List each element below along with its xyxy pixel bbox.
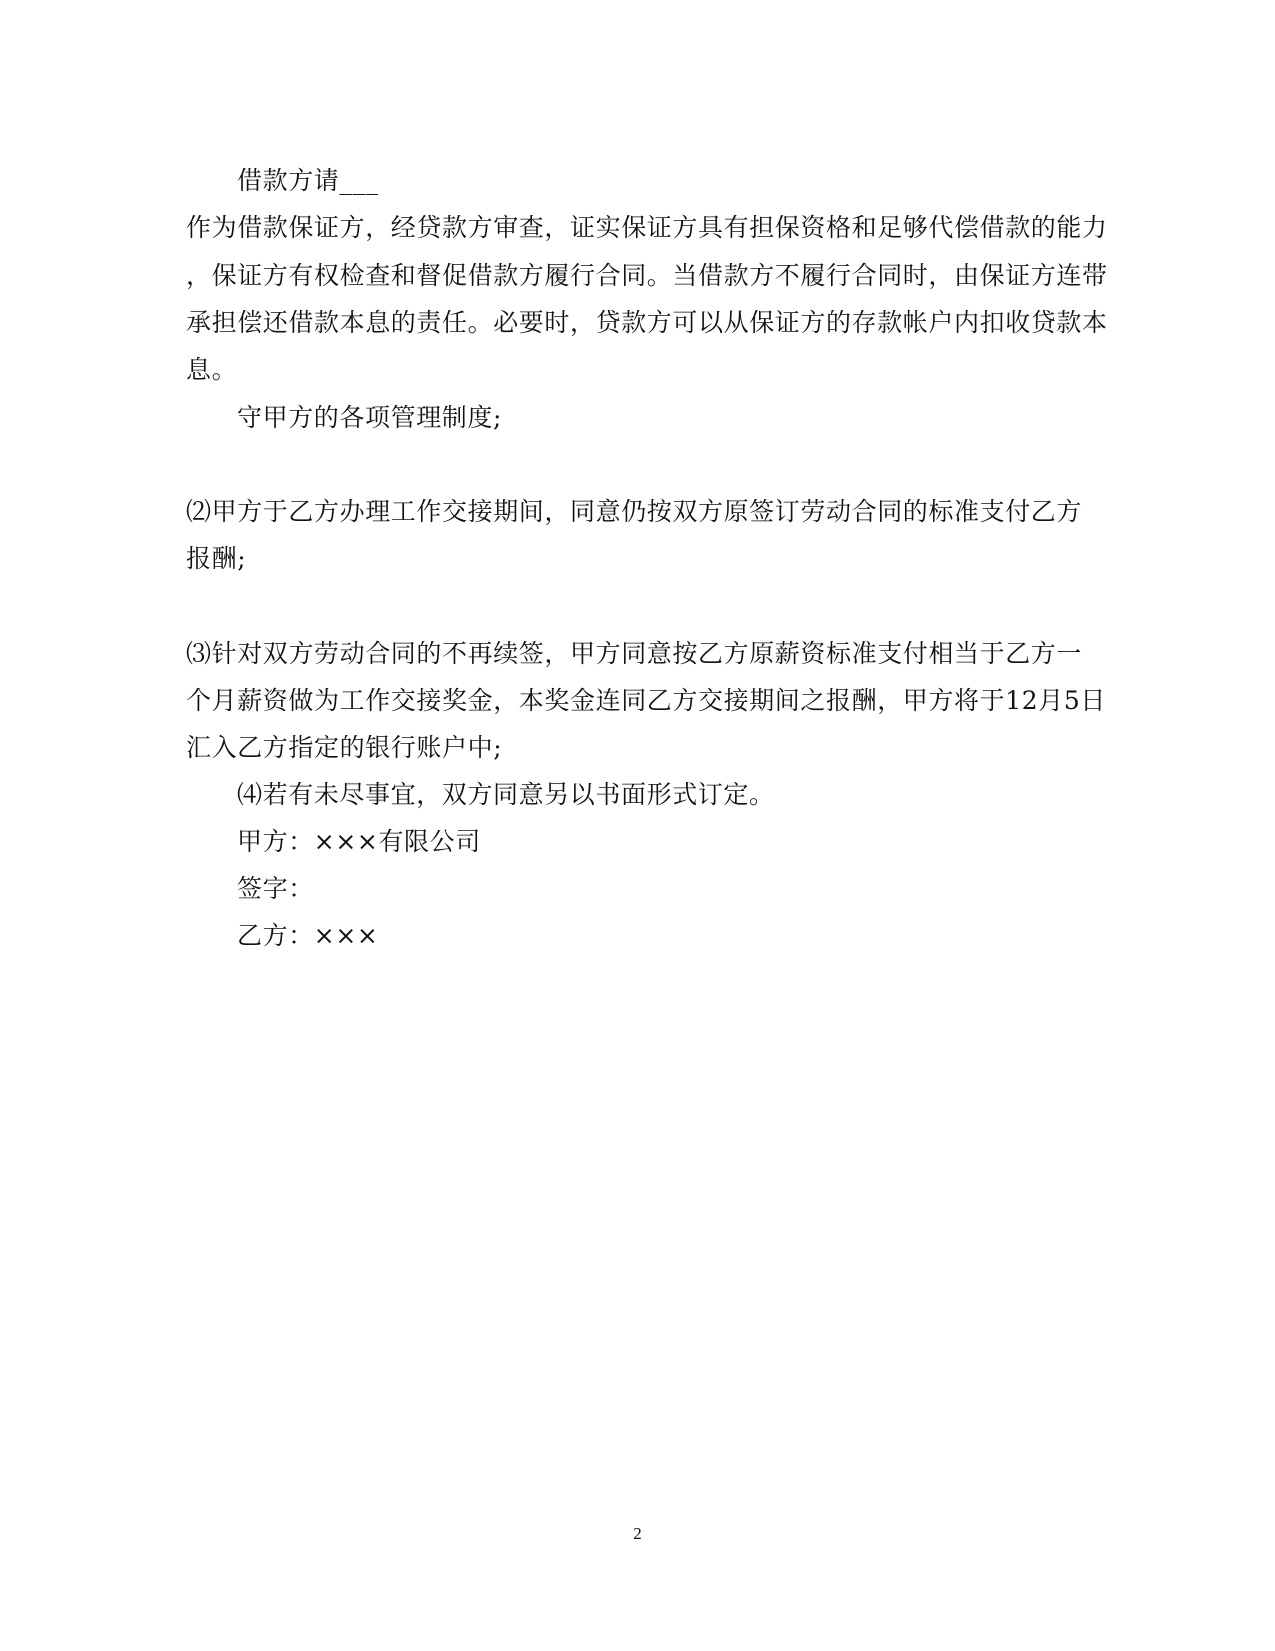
paragraph-guarantor-line-4: 息。	[186, 355, 238, 384]
party-b-line: 乙方：×××	[237, 921, 379, 950]
party-a-line: 甲方：×××有限公司	[237, 827, 481, 856]
signature-line: 签字：	[237, 874, 314, 903]
paragraph-management-rules: 守甲方的各项管理制度;	[237, 403, 503, 432]
paragraph-borrower-request: 借款方请___	[237, 166, 379, 195]
paragraph-guarantor-line-1: 作为借款保证方，经贷款方审查，证实保证方具有担保资格和足够代偿借款的能力	[186, 213, 1108, 242]
paragraph-item-3-line-1: ⑶针对双方劳动合同的不再续签，甲方同意按乙方原薪资标准支付相当于乙方一	[186, 639, 1083, 668]
paragraph-guarantor-line-2: ，保证方有权检查和督促借款方履行合同。当借款方不履行合同时，由保证方连带	[186, 261, 1108, 290]
paragraph-item-3-line-2: 个月薪资做为工作交接奖金，本奖金连同乙方交接期间之报酬，甲方将于12月5日	[186, 686, 1106, 715]
paragraph-item-2-line-2: 报酬;	[186, 544, 247, 573]
paragraph-item-3-line-3: 汇入乙方指定的银行账户中;	[186, 733, 503, 762]
paragraph-item-2-line-1: ⑵甲方于乙方办理工作交接期间，同意仍按双方原签订劳动合同的标准支付乙方	[186, 497, 1083, 526]
paragraph-guarantor-line-3: 承担偿还借款本息的责任。必要时，贷款方可以从保证方的存款帐户内扣收贷款本	[186, 308, 1108, 337]
page-number: 2	[633, 1524, 642, 1543]
paragraph-item-4: ⑷若有未尽事宜，双方同意另以书面形式订定。	[237, 780, 775, 809]
